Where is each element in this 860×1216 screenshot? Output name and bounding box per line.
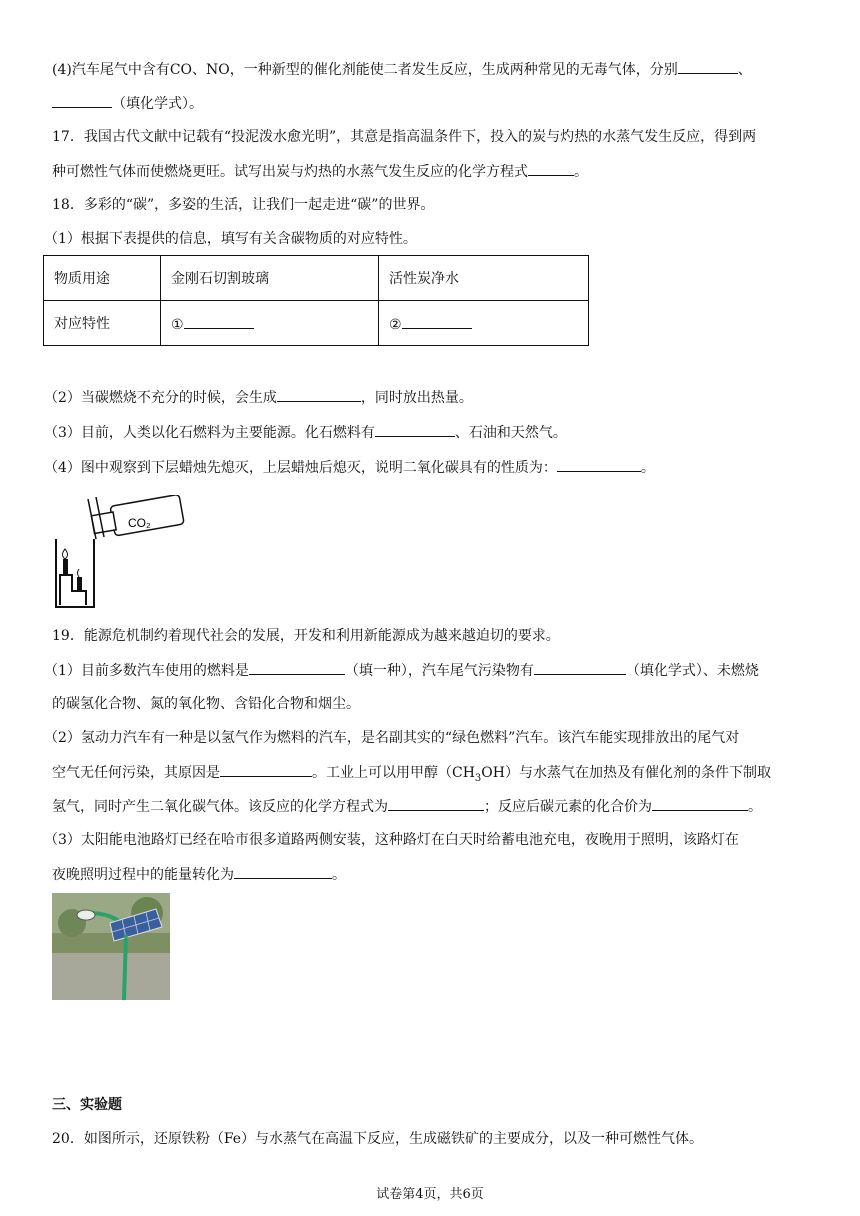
section-title: 三、实验题 [52, 1097, 122, 1113]
answer-blank[interactable] [534, 660, 626, 675]
co2-candle-figure [52, 495, 192, 611]
q19-part1-line2: 的碳氢化合物、氮的氧化物、含铅化合物和烟尘。 [52, 696, 360, 712]
answer-blank[interactable] [184, 314, 254, 329]
answer-blank[interactable] [249, 660, 345, 675]
table-cell: 物质用途 [44, 256, 161, 301]
table-cell: 活性炭净水 [379, 256, 589, 301]
q19-part3-line1: （3）太阳能电池路灯已经在哈市很多道路两侧安装，这种路灯在白天时给蓄电池充电，夜晚用于照明，该路灯在 [44, 832, 739, 848]
q16-4-line1: (4)汽车尾气中含有CO、NO，一种新型的催化剂能使二者发生反应，生成两种常见的无毒气体，分别 、 [52, 59, 752, 80]
q17-line2: 种可燃性气体而使燃烧更旺。试写出炭与灼热的水蒸气发生反应的化学方程式 。 [52, 161, 588, 182]
table-cell[interactable]: ① [161, 301, 379, 346]
q16-4-line2: （填化学式）。 [52, 93, 203, 114]
q19-part2-line2: 空气无任何污染，其原因是 。工业上可以用甲醇$(CH_3OH)$与水蒸气在加热及有催化剂的条件下制取 [52, 762, 771, 789]
q18-part2: （2）当碳燃烧不充分的时候，会生成 ，同时放出热量。 [44, 387, 473, 408]
q20-text: 20．如图所示，还原铁粉（Fe）与水蒸气在高温下反应，生成磁铁矿的主要成分，以及一种可燃性气体。 [52, 1131, 704, 1147]
q18-part4: （4）图中观察到下层蜡烛先熄灭，上层蜡烛后熄灭，说明二氧化碳具有的性质为： 。 [44, 457, 655, 478]
answer-blank[interactable] [402, 314, 472, 329]
solar-street-light-photo [52, 893, 170, 1000]
answer-blank[interactable] [220, 762, 312, 777]
answer-blank[interactable] [52, 93, 112, 108]
answer-blank[interactable] [678, 59, 738, 74]
answer-blank[interactable] [234, 864, 332, 879]
table-row [44, 301, 589, 346]
co2-label: CO₂ [128, 516, 151, 530]
table-cell: 对应特性 [44, 301, 161, 346]
solar-light-illustration [52, 893, 170, 1000]
answer-blank[interactable] [652, 796, 748, 811]
q19-part1-line1: （1）目前多数汽车使用的燃料是 （填一种），汽车尾气污染物有 （填化学式）、未燃烧 [44, 660, 759, 681]
q18-part1: （1）根据下表提供的信息，填写有关含碳物质的对应特性。 [44, 231, 417, 247]
q17-line1: 17．我国古代文献中记载有“投泥泼水愈光明”，其意是指高温条件下，投入的炭与灼热的水蒸气发生反应，得到两 [52, 129, 757, 145]
q19-intro: 19．能源危机制约着现代社会的发展，开发和利用新能源成为越来越迫切的要求。 [52, 628, 560, 644]
q18-part3: （3）目前，人类以化石燃料为主要能源。化石燃料有 、石油和天然气。 [44, 422, 567, 443]
table-cell: 金刚石切割玻璃 [161, 256, 379, 301]
table-cell[interactable]: ② [379, 301, 589, 346]
answer-blank[interactable] [375, 422, 455, 437]
page-footer: 试卷第4页，共6页 [376, 1187, 484, 1202]
q19-part3-line2: 夜晚照明过程中的能量转化为 。 [52, 864, 346, 885]
answer-blank[interactable] [388, 796, 484, 811]
q18-intro: 18．多彩的“碳”，多姿的生活，让我们一起走进“碳”的世界。 [52, 197, 435, 213]
co2-beaker-illustration [52, 495, 192, 611]
q19-part2-line3: 氢气，同时产生二氧化碳气体。该反应的化学方程式为 ；反应后碳元素的化合价为 。 [52, 796, 762, 817]
answer-blank[interactable] [557, 457, 641, 472]
answer-blank[interactable] [528, 161, 574, 176]
carbon-properties-table [43, 255, 589, 346]
answer-blank[interactable] [277, 387, 361, 402]
table-row [44, 256, 589, 301]
q19-part2-line1: （2）氢动力汽车有一种是以氢气作为燃料的汽车，是名副其实的“绿色燃料”汽车。该汽车能实现排放出的尾气对 [44, 730, 740, 746]
